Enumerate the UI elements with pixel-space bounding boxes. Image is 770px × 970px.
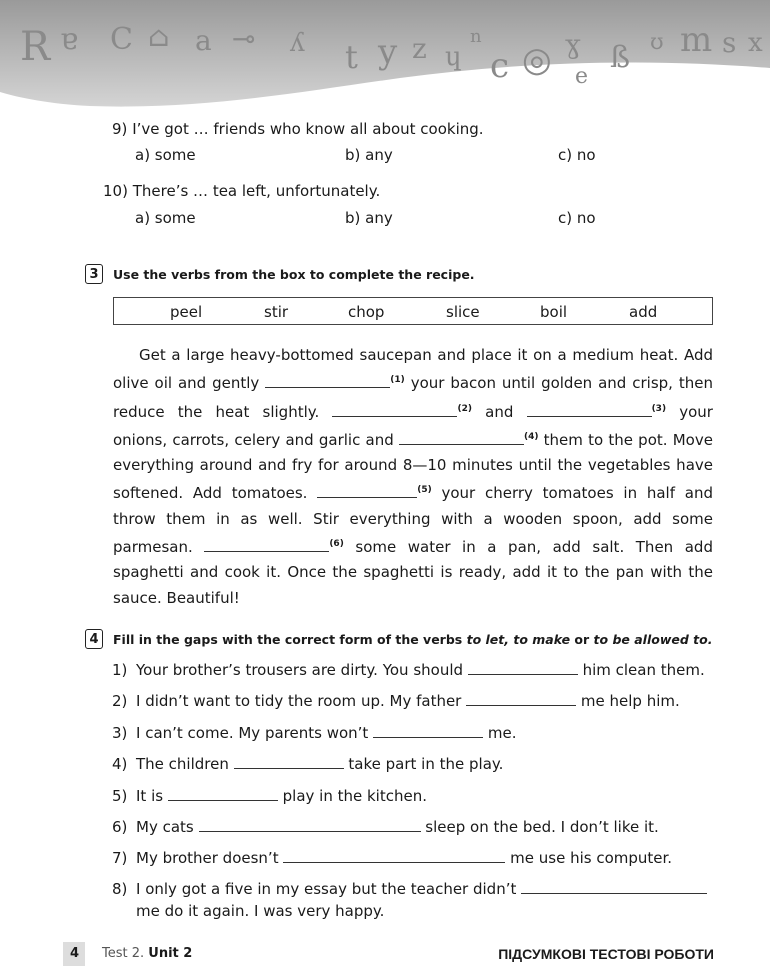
answer-blank[interactable] [521, 879, 707, 894]
item-5 [112, 786, 427, 805]
letter: a [195, 24, 212, 57]
word-stir: stir [264, 303, 289, 321]
blank-number: (6) [329, 539, 344, 550]
question-9 [112, 119, 484, 139]
question-number: 10) [103, 182, 128, 200]
letter: ɥ [445, 42, 462, 72]
item-number: 2) [112, 692, 128, 710]
item-text: take part in the play. [348, 755, 504, 773]
letter: R [20, 24, 51, 70]
blank-number: (2) [457, 403, 472, 414]
footer-test-label [102, 946, 192, 961]
option-a: a) some [135, 146, 196, 164]
test-label: Test 2. [102, 946, 145, 961]
question-text: I’ve got … friends who know all about cooking. [132, 120, 484, 138]
item-text: The children [136, 755, 229, 773]
word-slice: slice [446, 303, 480, 321]
recipe-part: them to the pot. Move everything around and fry for around 8—10 minutes until the vegetables have softened. Add tomatoes. [113, 430, 713, 503]
item-text: me. [487, 724, 517, 742]
item-7 [112, 848, 672, 867]
item-text: Your brother’s trousers are dirty. You should [136, 661, 464, 679]
task-number: 4 [85, 629, 103, 649]
question-text: There’s … tea left, unfortunately. [132, 182, 381, 200]
header-banner [0, 0, 770, 115]
answer-blank[interactable] [468, 660, 578, 675]
answer-blank[interactable] [168, 786, 278, 801]
item-text: me help him. [580, 692, 680, 710]
item-2 [112, 691, 680, 710]
item-text: me do it again. I was very happy. [136, 902, 385, 920]
letter: ʎ [290, 28, 305, 58]
recipe-part: your onions, carrots, celery and garlic and [113, 402, 713, 449]
blank-3[interactable] [527, 402, 652, 417]
footer-title: ПІДСУМКОВІ ТЕСТОВІ РОБОТИ [498, 946, 714, 962]
option-b: b) any [345, 209, 393, 227]
option-c: c) no [558, 146, 596, 164]
title-part: or [570, 632, 594, 647]
item-number: 1) [112, 661, 128, 679]
word-add: add [629, 303, 658, 321]
item-text: I only got a five in my essay but the teacher didn’t [136, 880, 517, 898]
option-c: c) no [558, 209, 596, 227]
item-text: I can’t come. My parents won’t [136, 724, 369, 742]
blank-1[interactable] [265, 373, 390, 388]
item-text: I didn’t want to tidy the room up. My father [136, 692, 462, 710]
letter: ɐ [60, 22, 78, 57]
letter: ⌂ [148, 20, 170, 53]
task-title [113, 632, 712, 647]
answer-blank[interactable] [199, 817, 421, 832]
item-text: It is [136, 787, 164, 805]
word-chop: chop [348, 303, 385, 321]
item-number: 5) [112, 787, 128, 805]
blank-6[interactable] [204, 537, 329, 552]
letter: t [345, 38, 358, 76]
item-number: 3) [112, 724, 128, 742]
letter: ʊ [650, 30, 664, 55]
answer-blank[interactable] [234, 754, 344, 769]
recipe-text [113, 343, 713, 611]
item-number: 8) [112, 880, 128, 898]
unit-label: Unit 2 [148, 946, 193, 961]
page-number: 4 [70, 946, 80, 961]
letter: ⊸ [232, 22, 256, 55]
recipe-part: your bacon until golden and crisp, then reduce the heat slightly. [113, 374, 713, 421]
item-text: My cats [136, 818, 194, 836]
blank-number: (1) [390, 375, 405, 386]
recipe-part: some water in a pan, add salt. Then add spaghetti and cook it. Once the spaghetti is ready, add it to the pan with the sauce. Beautiful! [113, 538, 713, 607]
item-number: 6) [112, 818, 128, 836]
letter: s [722, 26, 737, 59]
decorative-letters [0, 18, 770, 98]
option-b: b) any [345, 146, 393, 164]
question-number: 9) [112, 120, 128, 138]
item-8-continuation [112, 902, 384, 920]
blank-number: (3) [651, 403, 667, 414]
answer-blank[interactable] [283, 848, 505, 863]
item-number: 7) [112, 849, 128, 867]
word-box [113, 297, 713, 325]
word-peel: peel [170, 303, 203, 321]
letter: C [110, 22, 133, 57]
item-number: 4) [112, 755, 128, 773]
letter: ß [610, 40, 631, 75]
letter: ɣ [565, 30, 581, 60]
option-a: a) some [135, 209, 196, 227]
item-text: play in the kitchen. [282, 787, 427, 805]
item-text: sleep on the bed. I don’t like it. [425, 818, 659, 836]
blank-4[interactable] [399, 430, 524, 445]
item-text: me use his computer. [510, 849, 673, 867]
letter: n [470, 26, 482, 47]
title-part: Fill in the gaps with the correct form of the verbs [113, 632, 467, 647]
item-8 [112, 879, 707, 898]
blank-5[interactable] [317, 483, 417, 498]
question-10 [103, 181, 380, 201]
word-boil: boil [540, 303, 568, 321]
letter: m [680, 20, 713, 60]
title-verbs: to be allowed to. [593, 632, 713, 647]
item-text: him clean them. [582, 661, 705, 679]
letter: c [490, 46, 510, 86]
answer-blank[interactable] [466, 691, 576, 706]
item-1 [112, 660, 705, 679]
letter: x [748, 28, 763, 58]
answer-blank[interactable] [373, 723, 483, 738]
letter: y [378, 32, 398, 72]
blank-number: (5) [417, 485, 432, 496]
title-verbs: to let, to make [466, 632, 571, 647]
recipe-part: and [485, 402, 514, 421]
blank-2[interactable] [332, 402, 457, 417]
letter: z [412, 32, 427, 65]
letter: e [575, 64, 589, 89]
item-6 [112, 817, 659, 836]
letter: ◎ [522, 40, 552, 80]
recipe-part: Get a large heavy-bottomed saucepan and place it on a medium heat. Add olive oil and gently [113, 346, 713, 393]
item-3 [112, 723, 516, 742]
blank-number: (4) [523, 431, 539, 442]
recipe-part: your cherry tomatoes in half and throw them in as well. Stir everything with a wooden spoon, add some parmesan. [113, 484, 713, 557]
item-4 [112, 754, 503, 773]
item-text: My brother doesn’t [136, 849, 279, 867]
task-number: 3 [85, 264, 103, 284]
task-title: Use the verbs from the box to complete the recipe. [113, 267, 475, 282]
